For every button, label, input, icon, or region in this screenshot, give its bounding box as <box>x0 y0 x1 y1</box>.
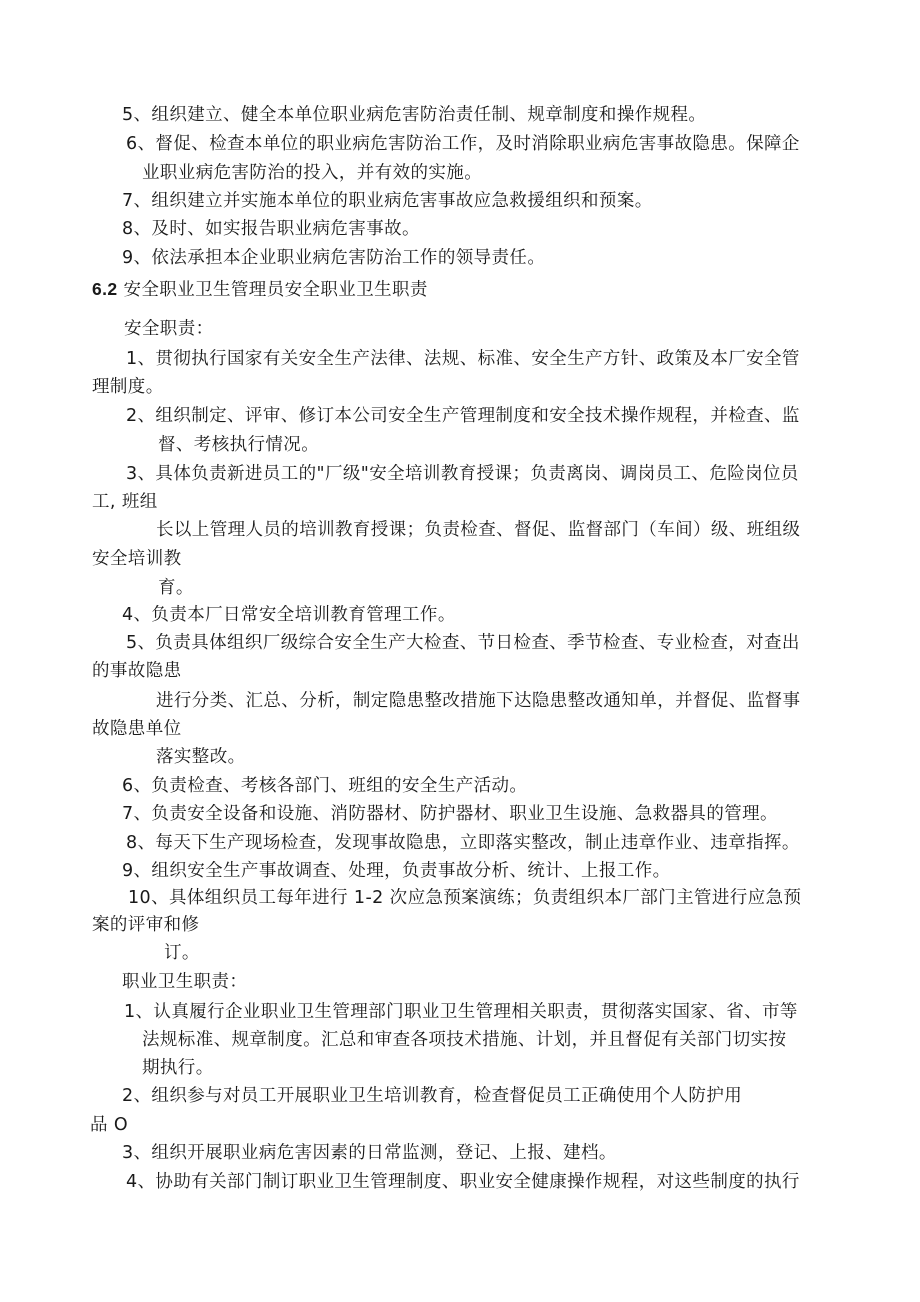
text-line: 进行分类、汇总、分析，制定隐患整改措施下达隐患整改通知单，并督促、监督事 <box>156 691 801 711</box>
section-number: 6.2 <box>92 279 118 299</box>
text-line: 5、组织建立、健全本单位职业病危害防治责任制、规章制度和操作规程。 <box>122 105 707 125</box>
text-line: 法规标准、规章制度。汇总和审查各项技术措施、计划，并且督促有关部门切实按 <box>142 1030 787 1050</box>
text-line: 8、及时、如实报告职业病危害事故。 <box>122 219 420 239</box>
text-line: 长以上管理人员的培训教育授课；负责检查、督促、监督部门（车间）级、班组级 <box>156 520 801 540</box>
text-line: 6、督促、检查本单位的职业病危害防治工作，及时消除职业病危害事故隐患。保障企 <box>126 134 800 154</box>
text-line: 落实整改。 <box>156 747 246 767</box>
subheading-safety: 安全职责： <box>124 319 214 339</box>
text-line: 的事故隐患 <box>92 661 182 681</box>
text-line: 3、具体负责新进员工的"厂级"安全培训教育授课；负责离岗、调岗员工、危险岗位员 <box>126 464 799 484</box>
text-line: 1、贯彻执行国家有关安全生产法律、法规、标准、安全生产方针、政策及本厂安全管 <box>126 349 800 369</box>
subheading-occupational-health: 职业卫生职责： <box>122 972 248 992</box>
text-line: 品 O <box>90 1115 129 1135</box>
section-heading <box>92 275 428 304</box>
text-line: 理制度。 <box>92 377 164 397</box>
text-line: 育。 <box>158 578 194 598</box>
text-line: 5、负责具体组织厂级综合安全生产大检查、节日检查、季节检查、专业检查，对查出 <box>126 633 800 653</box>
text-line: 10、具体组织员工每年进行 1-2 次应急预案演练；负责组织本厂部门主管进行应急预 <box>128 888 802 908</box>
text-line: 工, 班组 <box>92 492 158 512</box>
text-line: 4、协助有关部门制订职业卫生管理制度、职业安全健康操作规程，对这些制度的执行 <box>126 1172 800 1192</box>
text-line: 6、负责检查、考核各部门、班组的安全生产活动。 <box>122 776 528 796</box>
section-title: 安全职业卫生管理员安全职业卫生职责 <box>123 280 428 300</box>
text-line: 9、组织安全生产事故调查、处理，负责事故分析、统计、上报工作。 <box>122 861 671 881</box>
text-line: 4、负责本厂日常安全培训教育管理工作。 <box>122 605 456 625</box>
text-line: 9、依法承担本企业职业病危害防治工作的领导责任。 <box>122 248 546 268</box>
text-line: 业职业病危害防治的投入，并有效的实施。 <box>142 163 483 183</box>
text-line: 7、负责安全设备和设施、消防器材、防护器材、职业卫生设施、急救器具的管理。 <box>122 804 778 824</box>
text-line: 1、认真履行企业职业卫生管理部门职业卫生管理相关职责，贯彻落实国家、省、市等 <box>124 1002 798 1022</box>
text-line: 期执行。 <box>142 1058 214 1078</box>
text-line: 安全培训教 <box>92 549 182 569</box>
text-line: 故隐患单位 <box>92 719 182 739</box>
text-line: 3、组织开展职业病危害因素的日常监测，登记、上报、建档。 <box>122 1143 617 1163</box>
text-line: 2、组织制定、评审、修订本公司安全生产管理制度和安全技术操作规程，并检查、监 <box>126 406 800 426</box>
text-line: 督、考核执行情况。 <box>158 435 320 455</box>
text-line: 订。 <box>164 943 200 963</box>
text-line: 案的评审和修 <box>92 915 200 935</box>
text-line: 8、每天下生产现场检查，发现事故隐患，立即落实整改，制止违章作业、违章指挥。 <box>126 833 800 853</box>
text-line: 2、组织参与对员工开展职业卫生培训教育，检查督促员工正确使用个人防护用 <box>122 1086 743 1106</box>
text-line: 7、组织建立并实施本单位的职业病危害事故应急救援组织和预案。 <box>122 191 653 211</box>
